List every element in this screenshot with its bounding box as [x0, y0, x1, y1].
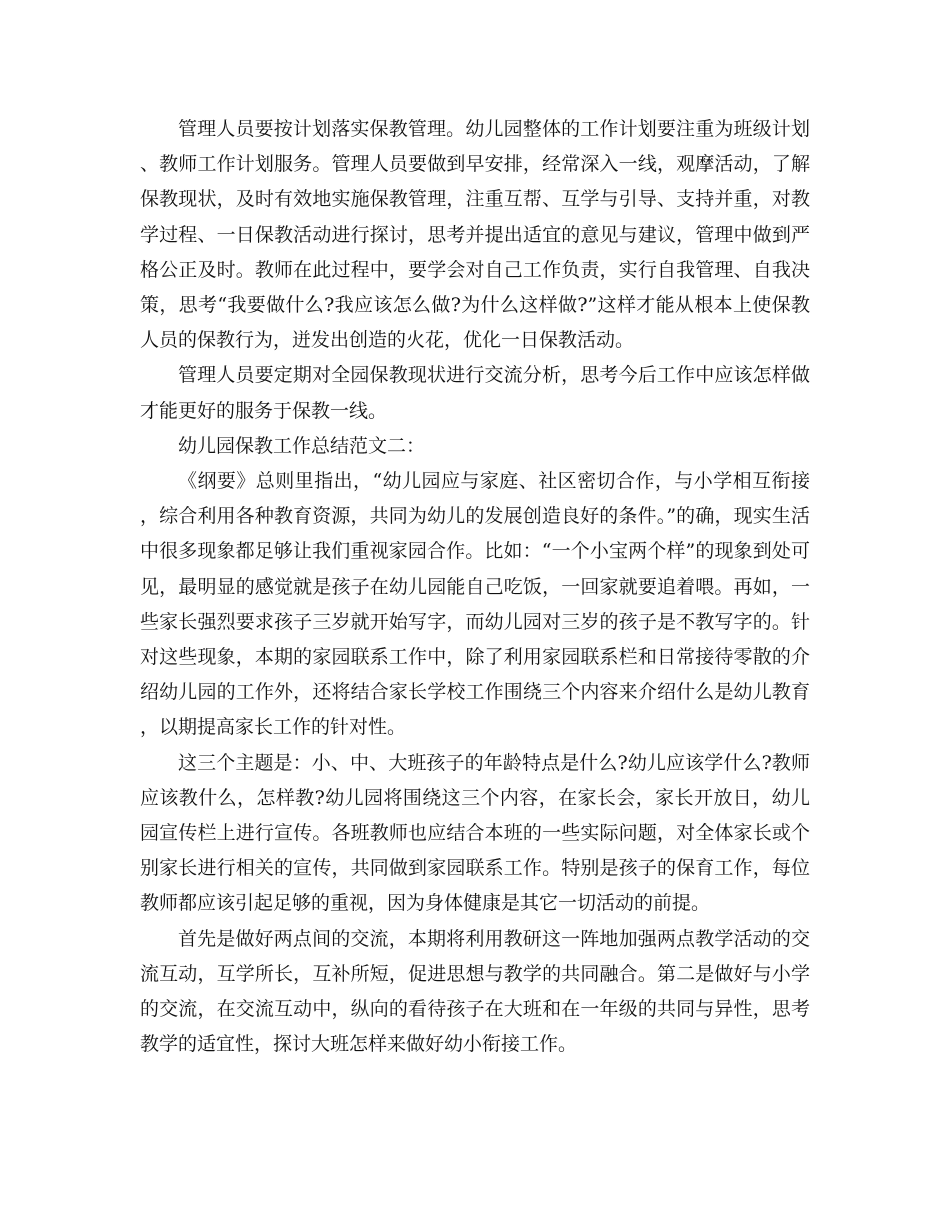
paragraph-management-plan: 管理人员要按计划落实保教管理。幼儿园整体的工作计划要注重为班级计划、教师工作计划服务。管理人员要做到早安排，经常深入一线，观摩活动，了解保教现状，及时有效地实施保教管理，注重互帮、互学与引导、支持并重，对教学过程、一日保教活动进行探讨，思考并提出适宜的意见与建议，管理中做到严格公正及时。教师在此过程中，要学会对自己工作负责，实行自我管理、自我决策，思考“我要做什么?我应该怎么做?为什么这样做?”这样才能从根本上使保教人员的保教行为，迸发出创造的火花，优化一日保教活动。: [140, 118, 810, 352]
paragraph-regular-analysis: 管理人员要定期对全园保教现状进行交流分析，思考今后工作中应该怎样做才能更好的服务于保教一线。: [140, 364, 810, 422]
section-heading-sample-two: 幼儿园保教工作总结范文二：: [178, 434, 426, 457]
paragraph-exchange-plan: 首先是做好两点间的交流，本期将利用教研这一阵地加强两点教学活动的交流互动，互学所长，互补所短，促进思想与教学的共同融合。第二是做好与小学的交流，在交流互动中，纵向的看待孩子在大班和在一年级的共同与异性，思考教学的适宜性，探讨大班怎样来做好幼小衔接工作。: [140, 927, 810, 1056]
paragraph-three-themes: 这三个主题是：小、中、大班孩子的年龄特点是什么?幼儿应该学什么?教师应该教什么，怎样教?幼儿园将围绕这三个内容，在家长会，家长开放日，幼儿园宣传栏上进行宣传。各班教师也应结合本班的一些实际问题，对全体家长或个别家长进行相关的宣传，共同做到家园联系工作。特别是孩子的保育工作，每位 教师都应该引起足够的重视，因为身体健康是其它一切活动的前提。: [140, 751, 810, 915]
document-body: [140, 112, 810, 1062]
paragraph-outline-cooperation: 《纲要》总则里指出，“幼儿园应与家庭、社区密切合作，与小学相互衔接，综合利用各种教育资源，共同为幼儿的发展创造良好的条件。”的确，现实生活中很多现象都足够让我们重视家园合作。比如：“一个小宝两个样”的现象到处可见，最明显的感觉就是孩子在幼儿园能自己吃饭，一回家就要追着喂。再如，一些家长强烈要求孩子三岁就开始写字，而幼儿园对三岁的孩子是不教写字的。针对这些现象，本期的家园联系工作中，除了利用家园联系栏和日常接待零散的介绍幼儿园的工作外，还将结合家长学校工作围绕三个内容来介绍什么是幼儿教育，以期提高家长工作的针对性。: [140, 470, 810, 739]
